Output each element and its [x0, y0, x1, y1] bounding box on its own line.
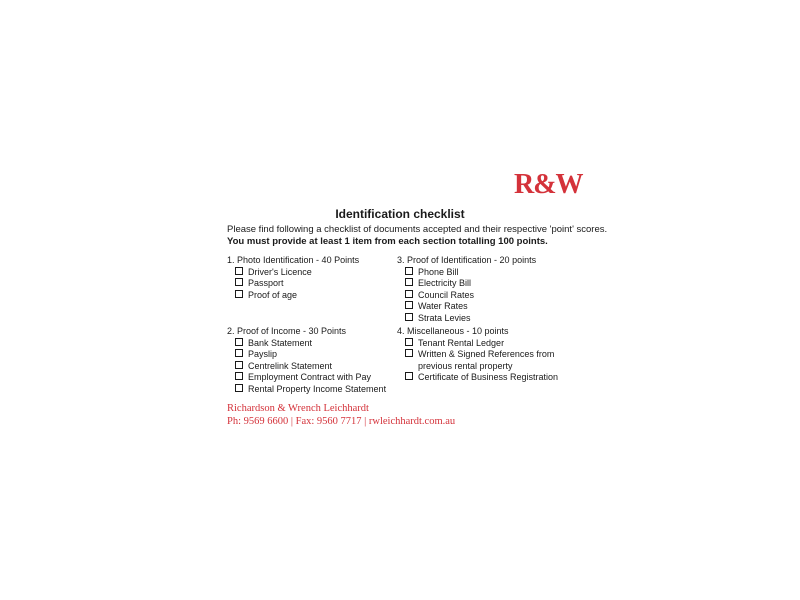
checkbox[interactable]: [235, 338, 243, 346]
checklist-item: [405, 313, 536, 325]
item-label: Written & Signed References from: [418, 349, 555, 360]
checklist-item: [405, 372, 558, 384]
section-proof-of-identification: [397, 255, 536, 325]
checkbox[interactable]: [235, 372, 243, 380]
section-miscellaneous: [397, 326, 558, 384]
item-label: Water Rates: [418, 301, 468, 312]
checkbox[interactable]: [235, 267, 243, 275]
item-label: Phone Bill: [418, 266, 459, 277]
checklist-item: [235, 349, 386, 361]
item-label: Rental Property Income Statement: [248, 383, 387, 394]
section-title: 2. Proof of Income - 30 Points: [227, 326, 347, 336]
checklist-item: [405, 301, 536, 313]
section-title: 1. Photo Identification - 40 Points: [227, 255, 360, 265]
intro-text: Please find following a checklist of documents accepted and their respective 'point' scores.: [227, 224, 608, 235]
checkbox[interactable]: [405, 290, 413, 298]
item-label: Payslip: [248, 349, 278, 360]
checklist-item: [405, 267, 536, 279]
section-title: 4. Miscellaneous - 10 points: [397, 326, 509, 336]
checklist-item: [235, 372, 386, 384]
section-title: 3. Proof of Identification - 20 points: [397, 255, 537, 265]
checkbox[interactable]: [405, 338, 413, 346]
checkbox[interactable]: [405, 301, 413, 309]
checkbox[interactable]: [405, 372, 413, 380]
item-label: Electricity Bill: [418, 278, 472, 289]
item-label: Driver's Licence: [248, 266, 312, 277]
page-title: Identification checklist: [335, 207, 465, 221]
section-photo-identification: [227, 255, 359, 301]
checkbox[interactable]: [235, 278, 243, 286]
item-label: Council Rates: [418, 289, 475, 300]
item-label: Passport: [248, 278, 284, 289]
item-label: Employment Contract with Pay: [248, 372, 372, 383]
checklist-item: [235, 361, 386, 373]
checklist-item: [235, 267, 359, 279]
checkbox[interactable]: [235, 290, 243, 298]
checkbox[interactable]: [405, 267, 413, 275]
checklist-item-continuation: [405, 361, 558, 373]
checklist-item: [405, 338, 558, 350]
checkbox[interactable]: [235, 361, 243, 369]
item-label: Bank Statement: [248, 337, 313, 348]
checklist-item: [235, 290, 359, 302]
checkbox[interactable]: [235, 349, 243, 357]
checklist-item: [235, 338, 386, 350]
item-label: Proof of age: [248, 289, 298, 300]
checklist-item: [235, 384, 386, 396]
item-label: Certificate of Business Registration: [418, 372, 559, 383]
contact-details: Ph: 9569 6600 | Fax: 9560 7717 | rwleichhardt.com.au: [227, 416, 456, 427]
checklist-item: [405, 349, 558, 361]
checkbox[interactable]: [405, 349, 413, 357]
item-label: Strata Levies: [418, 312, 471, 323]
requirement-text: You must provide at least 1 item from each section totalling 100 points.: [227, 236, 548, 247]
footer: [227, 402, 455, 428]
office-name: Richardson & Wrench Leichhardt: [227, 403, 369, 414]
checklist-item: [235, 278, 359, 290]
checkbox[interactable]: [405, 278, 413, 286]
checkbox[interactable]: [405, 313, 413, 321]
checklist-item: [405, 278, 536, 290]
checklist-item: [405, 290, 536, 302]
checkbox[interactable]: [235, 384, 243, 392]
rw-logo: R&W: [514, 169, 583, 200]
item-label: Centrelink Statement: [248, 360, 333, 371]
item-label-continued: previous rental property: [418, 360, 513, 371]
item-label: Tenant Rental Ledger: [418, 337, 505, 348]
section-proof-of-income: [227, 326, 386, 396]
